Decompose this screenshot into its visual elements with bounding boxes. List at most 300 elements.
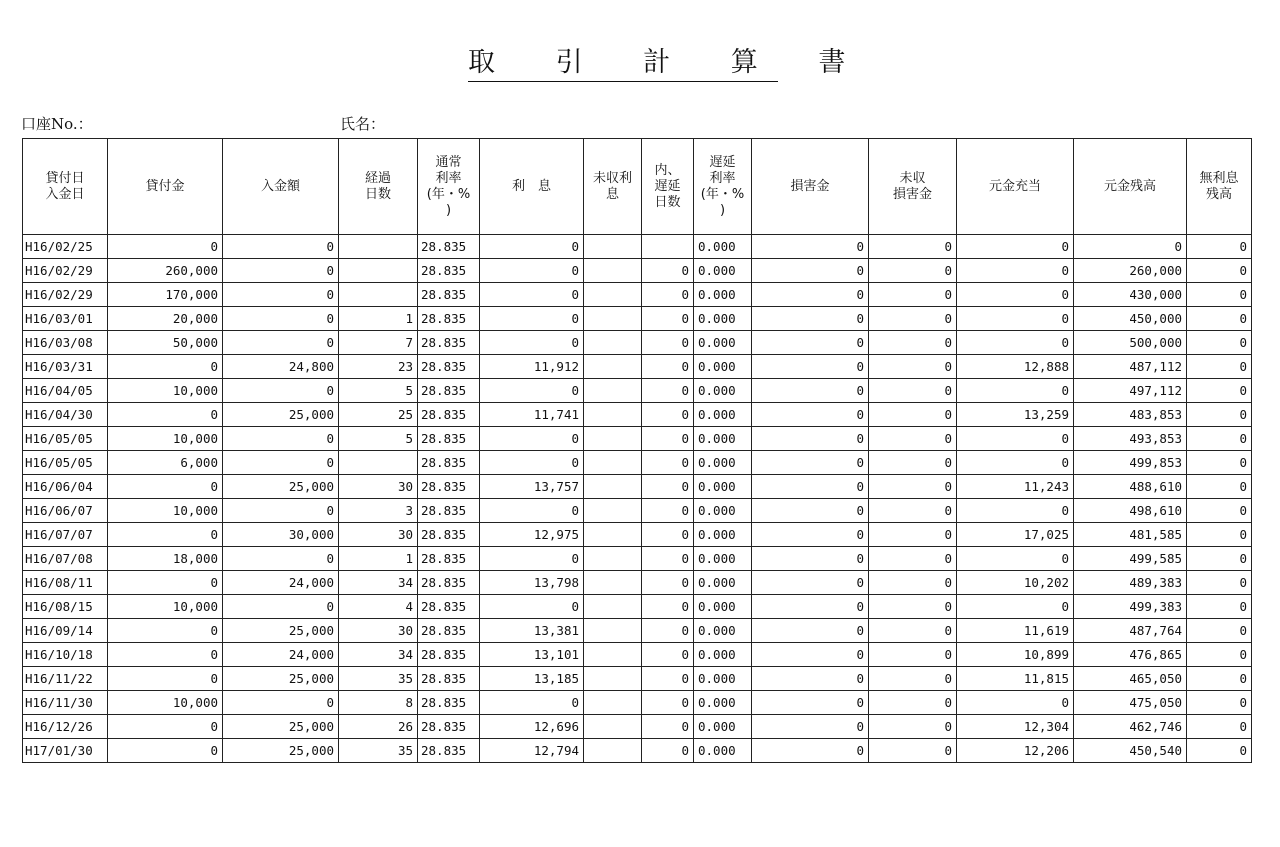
table-cell: 8 [339, 691, 418, 715]
table-cell: 28.835 [418, 451, 480, 475]
table-cell: H16/11/22 [23, 667, 108, 691]
header-interest: 利 息 [480, 139, 584, 235]
header-delay-days: 内、 遅延 日数 [642, 139, 694, 235]
table-cell: 499,853 [1074, 451, 1187, 475]
table-cell: 0 [1187, 691, 1252, 715]
table-cell: 0 [642, 571, 694, 595]
table-cell: 1 [339, 307, 418, 331]
table-cell [584, 739, 642, 763]
table-cell: 260,000 [108, 259, 223, 283]
table-cell: 0 [869, 643, 957, 667]
table-cell: 0 [869, 451, 957, 475]
table-cell: 0 [1187, 475, 1252, 499]
table-cell: 17,025 [957, 523, 1074, 547]
table-cell: 28.835 [418, 283, 480, 307]
table-cell [584, 643, 642, 667]
table-cell: 0.000 [694, 427, 752, 451]
table-cell: 487,112 [1074, 355, 1187, 379]
table-cell: 0.000 [694, 667, 752, 691]
table-cell: 34 [339, 571, 418, 595]
table-cell: 0 [108, 355, 223, 379]
table-cell: 6,000 [108, 451, 223, 475]
table-cell: 489,383 [1074, 571, 1187, 595]
table-cell: 0.000 [694, 499, 752, 523]
table-row [23, 643, 1252, 667]
table-cell [584, 667, 642, 691]
table-row [23, 307, 1252, 331]
table-cell: 0 [957, 595, 1074, 619]
table-header-row [23, 139, 1252, 235]
table-cell: H16/07/07 [23, 523, 108, 547]
table-cell: 35 [339, 739, 418, 763]
table-row [23, 667, 1252, 691]
table-cell: 0 [957, 451, 1074, 475]
table-cell: 0 [752, 499, 869, 523]
table-cell: H17/01/30 [23, 739, 108, 763]
table-cell: 0 [752, 571, 869, 595]
table-cell: 34 [339, 643, 418, 667]
table-cell [584, 715, 642, 739]
table-cell [584, 427, 642, 451]
table-cell: 0 [108, 715, 223, 739]
table-cell [584, 571, 642, 595]
table-cell: 0 [1187, 331, 1252, 355]
table-cell: H16/07/08 [23, 547, 108, 571]
table-row [23, 427, 1252, 451]
table-cell: 0 [752, 283, 869, 307]
header-date: 貸付日 入金日 [23, 139, 108, 235]
table-cell: 11,243 [957, 475, 1074, 499]
table-cell: 0 [869, 283, 957, 307]
table-cell: 11,741 [480, 403, 584, 427]
table-cell: 24,000 [223, 643, 339, 667]
table-cell: 0 [642, 667, 694, 691]
table-cell: 487,764 [1074, 619, 1187, 643]
table-cell: 0 [642, 499, 694, 523]
table-cell: 0 [108, 403, 223, 427]
table-cell: 0 [642, 451, 694, 475]
table-cell: 0 [752, 235, 869, 259]
table-cell: 0.000 [694, 739, 752, 763]
table-cell: 28.835 [418, 259, 480, 283]
table-cell [584, 331, 642, 355]
table-cell: 0 [957, 499, 1074, 523]
table-cell: 0 [480, 451, 584, 475]
table-cell: 462,746 [1074, 715, 1187, 739]
table-cell: 0.000 [694, 307, 752, 331]
table-cell: 0 [1187, 427, 1252, 451]
table-cell: 10,000 [108, 691, 223, 715]
table-cell: 0 [869, 595, 957, 619]
table-cell [339, 283, 418, 307]
table-cell: 26 [339, 715, 418, 739]
table-cell: 25,000 [223, 667, 339, 691]
table-cell: 0.000 [694, 643, 752, 667]
table-cell: 10,000 [108, 595, 223, 619]
table-cell: 0 [869, 691, 957, 715]
table-cell: 0 [642, 739, 694, 763]
table-cell: 28.835 [418, 691, 480, 715]
table-cell: 0 [642, 523, 694, 547]
table-row [23, 451, 1252, 475]
table-row [23, 595, 1252, 619]
table-cell [584, 379, 642, 403]
table-cell: 0 [752, 739, 869, 763]
table-row [23, 403, 1252, 427]
table-cell: 488,610 [1074, 475, 1187, 499]
table-cell: 0 [752, 331, 869, 355]
table-cell: H16/05/05 [23, 427, 108, 451]
table-cell: H16/04/05 [23, 379, 108, 403]
table-cell: 0 [752, 691, 869, 715]
table-cell: 24,800 [223, 355, 339, 379]
table-cell: 0 [223, 691, 339, 715]
table-cell: 0 [957, 283, 1074, 307]
table-cell: 493,853 [1074, 427, 1187, 451]
table-cell [584, 523, 642, 547]
table-row [23, 547, 1252, 571]
table-cell: 0 [642, 283, 694, 307]
table-cell: 0 [752, 475, 869, 499]
table-cell: 0 [1187, 379, 1252, 403]
transaction-calculation-table [22, 138, 1252, 763]
table-cell: 430,000 [1074, 283, 1187, 307]
header-damages: 損害金 [752, 139, 869, 235]
table-cell: 28.835 [418, 499, 480, 523]
table-cell: H16/12/26 [23, 715, 108, 739]
table-cell: 0 [108, 667, 223, 691]
table-cell: 0 [642, 355, 694, 379]
table-cell: 0 [108, 523, 223, 547]
table-cell: 0.000 [694, 259, 752, 283]
header-principal-balance: 元金残高 [1074, 139, 1187, 235]
table-cell [584, 355, 642, 379]
table-cell: 0 [957, 547, 1074, 571]
table-cell: 11,815 [957, 667, 1074, 691]
table-cell: 0 [108, 619, 223, 643]
header-interest-free-balance: 無利息 残高 [1187, 139, 1252, 235]
table-cell: 0.000 [694, 355, 752, 379]
table-cell: 0 [223, 379, 339, 403]
table-cell: 10,000 [108, 427, 223, 451]
table-cell [584, 259, 642, 283]
table-cell: 28.835 [418, 475, 480, 499]
table-cell: H16/02/29 [23, 283, 108, 307]
table-cell: 0 [480, 379, 584, 403]
table-cell: 30 [339, 523, 418, 547]
table-cell: H16/06/04 [23, 475, 108, 499]
table-cell: 12,794 [480, 739, 584, 763]
table-cell: 0 [1187, 595, 1252, 619]
table-cell [584, 595, 642, 619]
table-cell: 0 [869, 475, 957, 499]
table-cell: 0.000 [694, 595, 752, 619]
table-cell: H16/09/14 [23, 619, 108, 643]
table-cell: 0 [752, 403, 869, 427]
table-cell: 450,000 [1074, 307, 1187, 331]
table-cell: 7 [339, 331, 418, 355]
table-cell: 0 [752, 595, 869, 619]
table-cell: 30 [339, 475, 418, 499]
table-cell: 10,000 [108, 379, 223, 403]
table-cell: 0 [642, 403, 694, 427]
table-cell: 0 [869, 499, 957, 523]
table-cell [584, 619, 642, 643]
table-cell: H16/06/07 [23, 499, 108, 523]
table-cell: 13,185 [480, 667, 584, 691]
table-cell: 10,202 [957, 571, 1074, 595]
table-cell: 0.000 [694, 451, 752, 475]
table-cell: 0 [1187, 643, 1252, 667]
table-cell [584, 547, 642, 571]
table-cell: 0.000 [694, 379, 752, 403]
table-cell: 24,000 [223, 571, 339, 595]
table-cell: H16/03/01 [23, 307, 108, 331]
table-cell: 0 [223, 259, 339, 283]
table-cell: 0 [957, 427, 1074, 451]
table-cell: 0 [1187, 499, 1252, 523]
table-cell: 28.835 [418, 715, 480, 739]
table-cell: 10,000 [108, 499, 223, 523]
table-cell: 0.000 [694, 475, 752, 499]
table-cell: 0 [869, 355, 957, 379]
table-cell: 0.000 [694, 691, 752, 715]
table-cell: 0 [1187, 403, 1252, 427]
table-cell [584, 451, 642, 475]
table-cell: 0 [223, 499, 339, 523]
table-cell: 18,000 [108, 547, 223, 571]
table-cell: 0 [957, 691, 1074, 715]
table-cell: 0 [752, 379, 869, 403]
table-cell: 30,000 [223, 523, 339, 547]
table-cell: 0 [480, 283, 584, 307]
table-cell: 12,975 [480, 523, 584, 547]
table-cell: 0 [223, 307, 339, 331]
table-cell: H16/08/11 [23, 571, 108, 595]
table-cell: 0 [752, 259, 869, 283]
table-cell: 0 [752, 643, 869, 667]
table-cell: 0 [869, 571, 957, 595]
account-number-label: 口座No.： [21, 115, 93, 133]
table-cell [584, 235, 642, 259]
table-cell: 0 [642, 427, 694, 451]
table-cell: 0 [869, 307, 957, 331]
table-cell: 0 [1074, 235, 1187, 259]
header-payment-amount: 入金額 [223, 139, 339, 235]
header-elapsed-days: 経過 日数 [339, 139, 418, 235]
table-cell: 10,899 [957, 643, 1074, 667]
table-cell: 0 [869, 235, 957, 259]
table-cell: 0 [642, 595, 694, 619]
table-cell: 0.000 [694, 331, 752, 355]
table-cell [584, 307, 642, 331]
table-cell: 12,696 [480, 715, 584, 739]
table-cell: 5 [339, 379, 418, 403]
table-row [23, 715, 1252, 739]
table-cell: 28.835 [418, 523, 480, 547]
table-cell: 30 [339, 619, 418, 643]
table-cell: 0 [223, 451, 339, 475]
table-cell: 0 [869, 523, 957, 547]
table-cell: 0 [1187, 619, 1252, 643]
table-cell: 0 [869, 379, 957, 403]
table-cell [584, 403, 642, 427]
table-cell: H16/03/08 [23, 331, 108, 355]
table-cell: 499,383 [1074, 595, 1187, 619]
table-cell: 0 [480, 547, 584, 571]
table-body [23, 235, 1252, 763]
customer-name-label: 氏名： [340, 115, 386, 133]
table-cell: 0 [1187, 547, 1252, 571]
table-cell: 497,112 [1074, 379, 1187, 403]
table-row [23, 259, 1252, 283]
table-cell: 0 [642, 547, 694, 571]
table-cell: 0 [642, 307, 694, 331]
table-cell: 0 [642, 619, 694, 643]
table-cell: 0 [957, 235, 1074, 259]
table-cell: 475,050 [1074, 691, 1187, 715]
table-cell: 0 [1187, 307, 1252, 331]
table-cell: 0 [752, 427, 869, 451]
table-cell: 25,000 [223, 475, 339, 499]
table-cell: 35 [339, 667, 418, 691]
table-cell: H16/11/30 [23, 691, 108, 715]
table-cell: 5 [339, 427, 418, 451]
table-cell: 0 [223, 331, 339, 355]
table-cell: 0 [642, 475, 694, 499]
table-cell: 0 [223, 595, 339, 619]
table-cell: 28.835 [418, 307, 480, 331]
table-cell: 28.835 [418, 739, 480, 763]
table-cell: 0 [869, 715, 957, 739]
table-cell: H16/02/25 [23, 235, 108, 259]
table-cell: 13,101 [480, 643, 584, 667]
table-cell [584, 691, 642, 715]
table-row [23, 691, 1252, 715]
table-cell: 28.835 [418, 571, 480, 595]
table-cell: 0 [480, 499, 584, 523]
table-row [23, 355, 1252, 379]
table-cell: 11,619 [957, 619, 1074, 643]
table-cell: 0 [642, 691, 694, 715]
table-cell: 476,865 [1074, 643, 1187, 667]
table-cell: 0 [869, 667, 957, 691]
table-cell: 1 [339, 547, 418, 571]
table-cell: 0.000 [694, 571, 752, 595]
table-cell: 0 [642, 643, 694, 667]
table-row [23, 235, 1252, 259]
table-cell: 13,798 [480, 571, 584, 595]
table-cell: 0 [752, 667, 869, 691]
table-cell: 0 [1187, 667, 1252, 691]
table-cell: 481,585 [1074, 523, 1187, 547]
table-cell: 0 [1187, 235, 1252, 259]
table-cell: 13,381 [480, 619, 584, 643]
table-cell: 0.000 [694, 523, 752, 547]
table-cell: 0 [1187, 355, 1252, 379]
table-cell: 12,304 [957, 715, 1074, 739]
table-cell: 0 [108, 235, 223, 259]
table-cell: H16/02/29 [23, 259, 108, 283]
table-cell: 23 [339, 355, 418, 379]
table-cell: 465,050 [1074, 667, 1187, 691]
table-cell: 500,000 [1074, 331, 1187, 355]
table-cell: 0 [108, 643, 223, 667]
table-cell: 20,000 [108, 307, 223, 331]
table-cell: 170,000 [108, 283, 223, 307]
table-cell: 0 [480, 259, 584, 283]
table-row [23, 379, 1252, 403]
table-cell [584, 475, 642, 499]
table-cell: 0 [223, 235, 339, 259]
table-cell: 25,000 [223, 739, 339, 763]
table-cell: 0.000 [694, 619, 752, 643]
header-normal-rate: 通常 利率 (年・% ) [418, 139, 480, 235]
header-delay-rate: 遅延 利率 (年・% ) [694, 139, 752, 235]
table-cell: 0 [957, 331, 1074, 355]
table-cell: 0 [223, 547, 339, 571]
table-cell: 0.000 [694, 715, 752, 739]
table-cell: 0 [957, 307, 1074, 331]
table-cell: H16/08/15 [23, 595, 108, 619]
table-cell: 0 [108, 739, 223, 763]
table-cell: 260,000 [1074, 259, 1187, 283]
table-cell [584, 499, 642, 523]
table-row [23, 283, 1252, 307]
table-cell [584, 283, 642, 307]
table-cell: 28.835 [418, 427, 480, 451]
table-cell: 0 [1187, 739, 1252, 763]
table-row [23, 523, 1252, 547]
table-cell: H16/04/30 [23, 403, 108, 427]
table-cell: 0.000 [694, 235, 752, 259]
table-cell: 0 [480, 595, 584, 619]
header-principal-applied: 元金充当 [957, 139, 1074, 235]
table-cell [642, 235, 694, 259]
table-cell: 25,000 [223, 403, 339, 427]
table-cell: 0.000 [694, 403, 752, 427]
table-cell: 0 [108, 571, 223, 595]
table-cell: 0.000 [694, 283, 752, 307]
table-cell: 28.835 [418, 547, 480, 571]
table-cell: 0 [1187, 571, 1252, 595]
table-cell: H16/05/05 [23, 451, 108, 475]
table-cell: 0 [752, 619, 869, 643]
table-cell: 28.835 [418, 667, 480, 691]
table-cell: 498,610 [1074, 499, 1187, 523]
table-cell: 28.835 [418, 235, 480, 259]
table-cell: 28.835 [418, 643, 480, 667]
table-cell: 0 [869, 739, 957, 763]
table-cell: 4 [339, 595, 418, 619]
table-cell: 0 [1187, 523, 1252, 547]
table-cell: 13,259 [957, 403, 1074, 427]
table-cell: 0 [957, 259, 1074, 283]
table-cell: 12,206 [957, 739, 1074, 763]
table-cell: 0 [869, 331, 957, 355]
table-cell: 28.835 [418, 619, 480, 643]
table-cell: 450,540 [1074, 739, 1187, 763]
table-cell: 0 [752, 523, 869, 547]
table-row [23, 475, 1252, 499]
table-cell: 28.835 [418, 595, 480, 619]
table-cell: 0 [752, 451, 869, 475]
table-cell: 0 [957, 379, 1074, 403]
table-cell: 0 [869, 403, 957, 427]
table-cell: 0 [752, 307, 869, 331]
table-cell: 28.835 [418, 355, 480, 379]
table-cell: 0 [869, 427, 957, 451]
